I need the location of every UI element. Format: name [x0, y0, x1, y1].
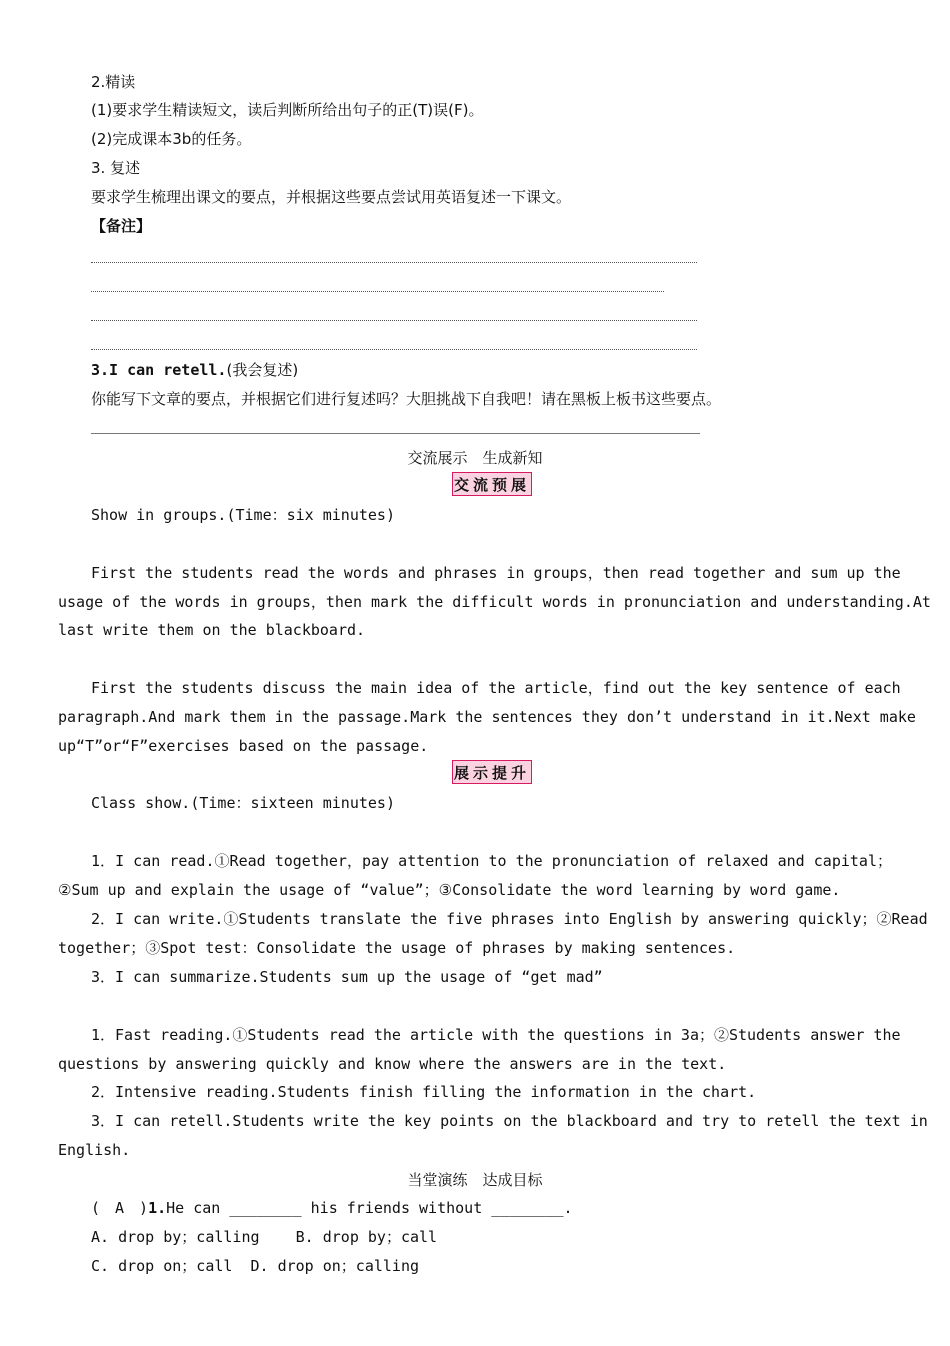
retell-task-text: 你能写下文章的要点，并根据它们进行复述吗？大胆挑战下自我吧！请在黑板上板书这些要点。	[91, 390, 722, 408]
note-line	[91, 262, 697, 263]
paragraph-line: First the students read the words and phrases in groups，then read together and sum up the	[91, 564, 901, 582]
paragraph-line: First the students discuss the main idea of the article，find out the key sentence of each	[91, 679, 901, 697]
show-item-line: 2．Intensive reading.Students finish filling the information in the chart.	[91, 1083, 757, 1101]
question-number: 1.	[148, 1199, 167, 1217]
show-item-line: 1．Fast reading.①Students read the article with the questions in 3a；②Students answer the	[91, 1026, 901, 1044]
retell-heading: 3. 复述	[91, 159, 141, 177]
exchange-preview-badge: 交流预展	[452, 472, 532, 496]
precise-reading-item-2: (2)完成课本3b的任务。	[91, 130, 252, 148]
note-line	[91, 291, 664, 292]
precise-reading-heading: 2.精读	[91, 73, 136, 91]
paragraph-line: up“T”or“F”exercises based on the passage.	[58, 737, 429, 755]
section-title-exchange: 交流展示 生成新知	[407, 449, 543, 467]
notes-label: 【备注】	[91, 217, 152, 235]
show-item-line: English.	[58, 1141, 131, 1159]
class-show: Class show.(Time：sixteen minutes)	[91, 794, 395, 812]
question-answer: ( A )	[91, 1199, 149, 1217]
show-item-line: 1．I can read.①Read together，pay attention to the pronunciation of relaxed and capital；	[91, 852, 892, 870]
show-item-line: ②Sum up and explain the usage of “value”；③Consolidate the word learning by word game.	[58, 881, 841, 899]
retell-task-heading	[91, 360, 298, 380]
paragraph-line: usage of the words in groups，then mark the difficult words in pronunciation and understanding.At	[58, 593, 931, 611]
retell-task-heading-en: 3.I can retell.	[91, 361, 227, 379]
question-options: C. drop on；call D. drop on；calling	[91, 1257, 420, 1275]
show-item-line: 3．I can retell.Students write the key points on the blackboard and try to retell the text in	[91, 1112, 928, 1130]
question-options: A. drop by；calling B. drop by；call	[91, 1228, 438, 1246]
paragraph-line: paragraph.And mark them in the passage.Mark the sentences they don’t understand in it.Next make	[58, 708, 916, 726]
precise-reading-item-1: (1)要求学生精读短文，读后判断所给出句子的正(T)误(F)。	[91, 101, 484, 119]
paragraph-line: last write them on the blackboard.	[58, 621, 366, 639]
section-title-practice: 当堂演练 达成目标	[407, 1171, 543, 1189]
note-line	[91, 349, 697, 350]
retell-task-heading-cn: (我会复述)	[226, 361, 299, 379]
show-item-line: together；③Spot test：Consolidate the usage of phrases by making sentences.	[58, 939, 736, 957]
question-stem: He can ________ his friends without ________.	[166, 1199, 573, 1217]
show-item-line: questions by answering quickly and know where the answers are in the text.	[58, 1055, 727, 1073]
show-item-line: 2．I can write.①Students translate the five phrases into English by answering quickly；②Read	[91, 910, 928, 928]
note-line	[91, 320, 697, 321]
question-1	[91, 1198, 573, 1218]
show-in-groups: Show in groups.(Time：six minutes)	[91, 506, 395, 524]
show-item-line: 3．I can summarize.Students sum up the usage of “get mad”	[91, 968, 603, 986]
answer-line	[91, 433, 700, 434]
show-improve-badge: 展示提升	[452, 760, 532, 784]
retell-instruction: 要求学生梳理出课文的要点，并根据这些要点尝试用英语复述一下课文。	[91, 188, 572, 206]
